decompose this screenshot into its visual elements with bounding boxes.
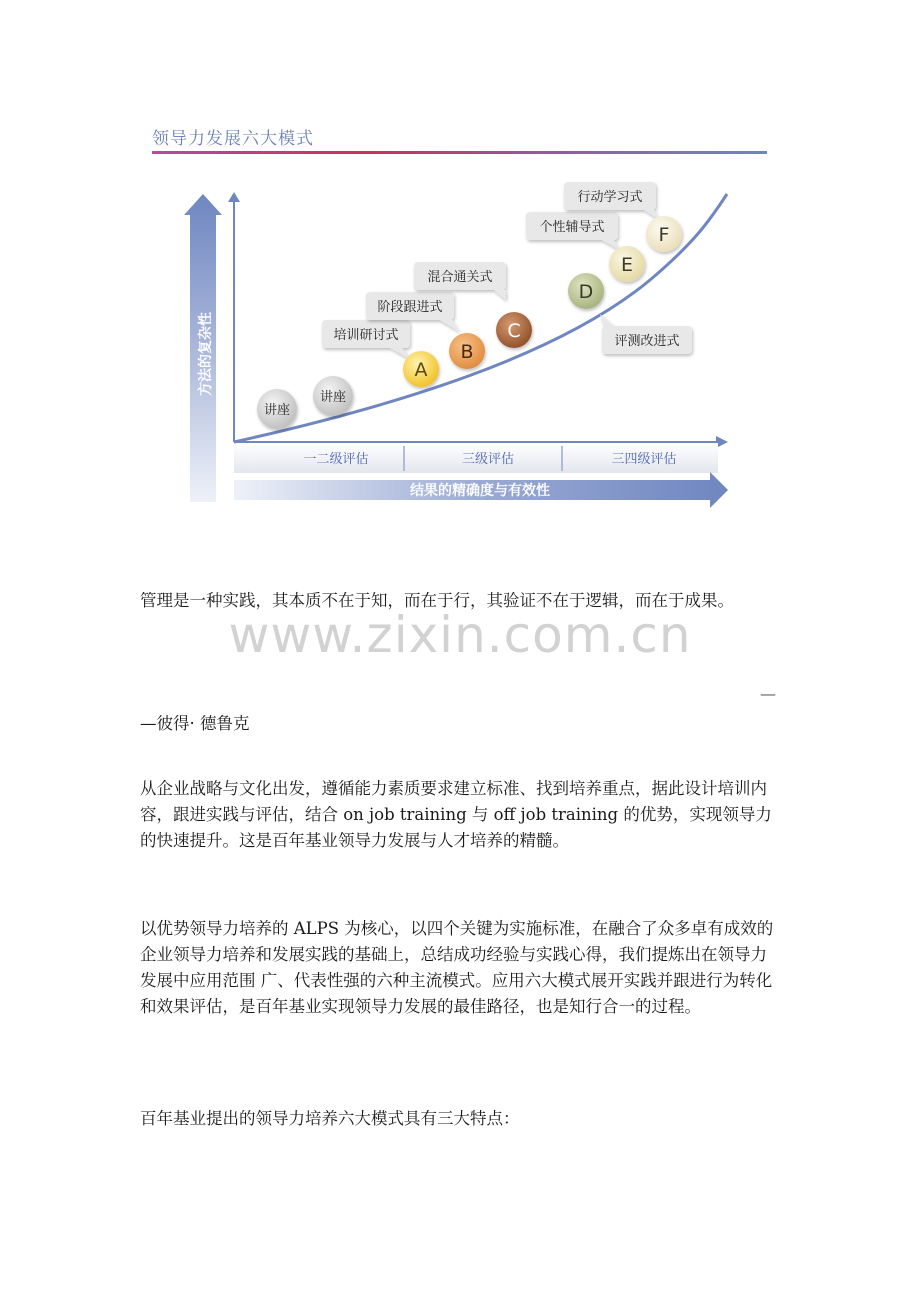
quote-dash: —: [760, 684, 776, 703]
watermark: www.zixin.com.cn: [228, 606, 692, 664]
eval-level-2: 三级评估: [461, 452, 515, 467]
svg-text:行动学习式: 行动学习式: [577, 190, 643, 205]
quote-attribution: —彼得· 德鲁克: [140, 714, 250, 733]
callout-e: [526, 212, 620, 250]
paragraph-3: 百年基业提出的领导力培养六大模式具有三大特点：: [140, 1109, 520, 1128]
x-axis-label: 结果的精确度与有效性: [410, 483, 550, 499]
mode-f-label: F: [658, 224, 670, 246]
paragraph-2: 以优势领导力培养的 ALPS 为核心，以四个关键为实施标准，在融合了众多卓有成效的企业领导力培养和发展实践的基础上，总结成功经验与实践心得，我们提炼出在领导力发展中应用范围 广、代表性强的六种主流模式。应用六大模式展开实践并跟进行为转化和效果评估，是百年基业实现领导力发展的最佳路径，也是知行合一的过程。: [140, 919, 774, 1016]
mode-e-label: E: [620, 254, 634, 276]
svg-text:个性辅导式: 个性辅导式: [539, 220, 605, 235]
callout-d: [600, 314, 692, 354]
mode-a-label: A: [414, 359, 428, 381]
svg-text:混合通关式: 混合通关式: [427, 270, 493, 285]
eval-level-3: 三四级评估: [611, 452, 677, 467]
lecture-node-2-label: 讲座: [319, 390, 347, 405]
quote-text: 管理是一种实践，其本质不在于知，而在于行，其验证不在于逻辑，而在于成果。: [140, 591, 734, 610]
diagram-title: 领导力发展六大模式: [152, 129, 314, 149]
mode-c-label: C: [507, 320, 521, 342]
lecture-node-1-label: 讲座: [263, 403, 291, 418]
callout-a: [322, 320, 412, 360]
eval-level-1: 一二级评估: [303, 452, 369, 467]
svg-text:评测改进式: 评测改进式: [614, 334, 680, 349]
leadership-model-diagram: [150, 170, 760, 515]
mode-b-label: B: [460, 341, 474, 363]
y-axis-label: 方法的复杂性: [198, 312, 214, 396]
paragraph-1: 从企业战略与文化出发，遵循能力素质要求建立标准、找到培养重点，据此设计培训内容，跟进实践与评估，结合 on job training 与 off job training 的优势，实现领导力的快速提升。这是百年基业领导力发展与人才培养的精髓。: [140, 779, 772, 850]
svg-text:阶段跟进式: 阶段跟进式: [377, 300, 443, 315]
title-rule: [152, 151, 767, 154]
svg-text:培训研讨式: 培训研讨式: [333, 328, 399, 343]
mode-d-label: D: [578, 281, 594, 303]
y-axis-head: [228, 192, 240, 202]
